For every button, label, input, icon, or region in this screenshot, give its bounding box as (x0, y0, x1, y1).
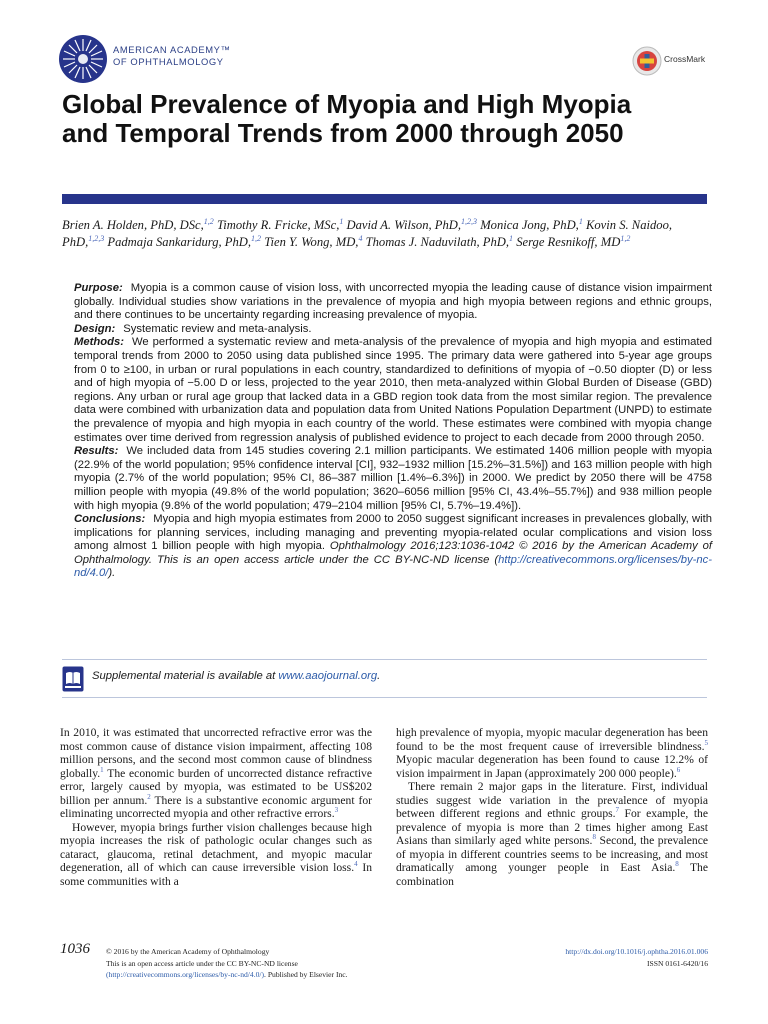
copyright-line: © 2016 by the American Academy of Ophthalmology (106, 947, 270, 956)
paragraph-text: Myopic macular degeneration has been found to cause 12.2% of vision impairment in Japan (approximately 200 000 people). (396, 753, 708, 780)
paragraph-text: However, myopia brings further vision challenges because high myopia increases the risk of pathologic ocular changes such as cataract, glaucoma, retinal detachment, and myopic macular degeneration, all of which can cause irreversible vision loss. (60, 820, 372, 875)
author-name: Thomas J. Naduvilath, PhD, (365, 235, 510, 249)
abstract-results (62, 445, 712, 513)
footer-copyright (106, 946, 348, 981)
citation-end: ). (108, 567, 116, 580)
citation-ref[interactable]: 8 (675, 860, 679, 869)
issn: ISSN 0161-6420/16 (647, 958, 708, 968)
affiliation-ref[interactable]: 1,2 (203, 217, 214, 226)
publisher-text: . Published by Elsevier Inc. (264, 970, 348, 979)
abstract-purpose (62, 282, 712, 323)
page-number: 1036 (60, 941, 90, 957)
paragraph-text: There is a substantive economic argument for eliminating uncorrected myopia and other refractive errors. (60, 793, 372, 821)
article-title: Global Prevalence of Myopia and High Myopia and Temporal Trends from 2000 through 2050 (62, 89, 632, 148)
aao-logo-icon (58, 34, 108, 84)
affiliation-ref[interactable]: 1,2 (251, 234, 262, 243)
results-text: We included data from 145 studies covering 2.1 million participants. We estimated 1406 million people with myopia (22.9% of the world population; 95% confidence interval [CI], 932–1932 million [15.2%–31.5%]) and 163 million people with high myopia (2.7% of the world population; 95% CI, 86–387 million [1.4%–6.3%]) in 2000. We predict by 2050 there will be 4758 million people with myopia (49.8% of the world population; 3620–6056 million [95% CI, 43.4%–55.7%]) and 938 million people with high myopia (9.8% of the world population; 479–2104 million [95% CI, 5.7%–19.4%]). (74, 445, 712, 512)
org-name-line2: OF OPHTHALMOLOGY (113, 55, 224, 67)
body-column-right (396, 726, 708, 889)
paragraph-text: There remain 2 major gaps in the literature. First, individual studies suggest wide variation in the prevalence of myopia between different regions and ethnic groups. (396, 780, 708, 821)
supplemental-end: . (377, 670, 381, 682)
methods-label: Methods: (74, 336, 124, 349)
citation-ref[interactable]: 8 (592, 833, 596, 842)
journal-link[interactable]: www.aaojournal.org (278, 670, 378, 682)
author-name: David A. Wilson, PhD, (346, 218, 462, 232)
paragraph-text: Second, the prevalence of myopia in different countries seems to be increasing, and most dramatically among younger people in East Asia. (396, 834, 708, 875)
affiliation-ref[interactable]: 1,2,3 (461, 217, 478, 226)
license-link[interactable]: http://creativecommons.org/licenses/by-nc-nd/4.0/ (74, 553, 712, 580)
crossmark-icon[interactable] (632, 46, 662, 76)
conclusions-label: Conclusions: (74, 513, 146, 526)
abstract-design (62, 323, 712, 337)
abstract-methods (62, 336, 712, 445)
author-name: Monica Jong, PhD, (480, 218, 579, 232)
supplemental-rule-top (62, 659, 707, 660)
paragraph-text: In some communities with a (60, 861, 372, 889)
citation-ref[interactable]: 6 (676, 765, 681, 774)
results-label: Results: (74, 445, 119, 458)
purpose-text: Myopia is a common cause of vision loss, with uncorrected myopia the leading cause of distance vision impairment globally. Individual studies show variations in the prevalence of myopia and high myopia between regions and ethnic groups, and there continues to be uncertainty regarding increasing prevalence of myopia. (74, 282, 712, 322)
affiliation-ref[interactable]: 4 (358, 234, 363, 243)
license-line: This is an open access article under the CC BY-NC-ND license (106, 958, 298, 968)
author-name: Padmaja Sankaridurg, PhD, (107, 235, 252, 249)
supplemental-text: Supplemental material is available at (92, 670, 279, 682)
org-name-line1: AMERICAN ACADEMY™ (113, 44, 231, 55)
crossmark-label[interactable]: CrossMark (664, 54, 706, 64)
paragraph-text: The combination (396, 861, 708, 889)
abstract-conclusions (62, 513, 712, 581)
paragraph (396, 726, 708, 780)
citation-ref[interactable]: 2 (147, 792, 151, 801)
paragraph (60, 821, 372, 889)
affiliation-ref[interactable]: 1,2,3 (88, 234, 105, 243)
citation-ref[interactable]: 7 (615, 806, 620, 815)
license-url-line (106, 969, 348, 981)
paragraph (396, 780, 708, 888)
paragraph (60, 726, 372, 821)
design-text: Systematic review and meta-analysis. (123, 322, 312, 335)
footer-license-link[interactable]: (http://creativecommons.org/licenses/by-nc-nd/4.0/) (106, 970, 265, 979)
conclusions-text: Myopia and high myopia estimates from 2000 to 2050 suggest significant increases in prevalences globally, with implications for planning services, including managing and preventing myopia-related ocular complications and vision loss among almost 1 billion people with high myopia. (74, 513, 712, 553)
purpose-label: Purpose: (74, 282, 123, 294)
paragraph-text: The economic burden of uncorrected distance refractive error, largely caused by myopia, was estimated to be US$202 billion per annum. (60, 766, 372, 807)
paragraph-text: high prevalence of myopia, myopic macular degeneration has been found to be the most frequent cause of irreversible blindness. (396, 726, 708, 753)
abstract (62, 282, 712, 581)
author-name: Brien A. Holden, PhD, DSc, (62, 218, 204, 232)
supplemental-rule-bottom (62, 697, 707, 698)
citation-ref[interactable]: 1 (100, 765, 104, 774)
citation-ref[interactable]: 3 (334, 806, 339, 815)
affiliation-ref[interactable]: 1 (578, 217, 583, 226)
author-name: Tien Y. Wong, MD, (264, 235, 359, 249)
doi-link[interactable]: http://dx.doi.org/10.1016/j.ophtha.2016.01.006 (565, 947, 708, 956)
design-label: Design: (74, 322, 116, 335)
author-name: Serge Resnikoff, MD (516, 235, 621, 249)
affiliation-ref[interactable]: 1 (339, 217, 344, 226)
affiliation-ref[interactable]: 1 (509, 234, 514, 243)
author-list (62, 217, 707, 251)
supplemental-note (92, 670, 380, 682)
author-name: Timothy R. Fricke, MSc, (216, 218, 340, 232)
citation-text: Ophthalmology 2016;123:1036-1042 © 2016 by the American Academy of Ophthalmology. This is an open access article under the CC BY-NC-ND license ( (74, 540, 712, 566)
footer-identifiers (565, 946, 708, 969)
citation-ref[interactable]: 4 (354, 860, 358, 869)
affiliation-ref[interactable]: 1,2 (620, 234, 631, 243)
author-name: Kovin S. Naidoo, PhD, (62, 218, 673, 249)
citation-ref[interactable]: 5 (704, 738, 708, 747)
paragraph-text: For example, the prevalence of myopia is more than 2 times higher among East Asians than similarly aged white persons. (396, 807, 708, 848)
book-icon (62, 666, 84, 692)
title-rule (62, 194, 707, 204)
body-column-left (60, 726, 372, 889)
methods-text: We performed a systematic review and meta-analysis of the prevalence of myopia and high myopia and estimated temporal trends from 2000 to 2050 using data published since 1995. The primary data were gathered into 5-year age groups from 0 to ≥100, in urban or rural populations in each country, standardized to definitions of myopia of −0.50 diopter (D) or less and of high myopia of −5.00 D or less, projected to the year 2010, then meta-analyzed within Global Burden of Disease (GBD) regions. Any urban or rural age group that lacked data in a GBD region took data from the most similar region. The prevalence data were combined with urbanization data and population data from United Nations Population Department (UNPD) to estimate the prevalence of myopia and high myopia in each country of the world. These estimates were combined with myopia change estimates over time derived from regression analysis of published evidence to project to each decade from 2000 through 2050. (74, 336, 712, 444)
org-name (113, 44, 231, 67)
paragraph-text: In 2010, it was estimated that uncorrected refractive error was the most common cause of distance vision impairment, affecting 108 million persons, and the second most common cause of blindness globally. (60, 726, 372, 780)
